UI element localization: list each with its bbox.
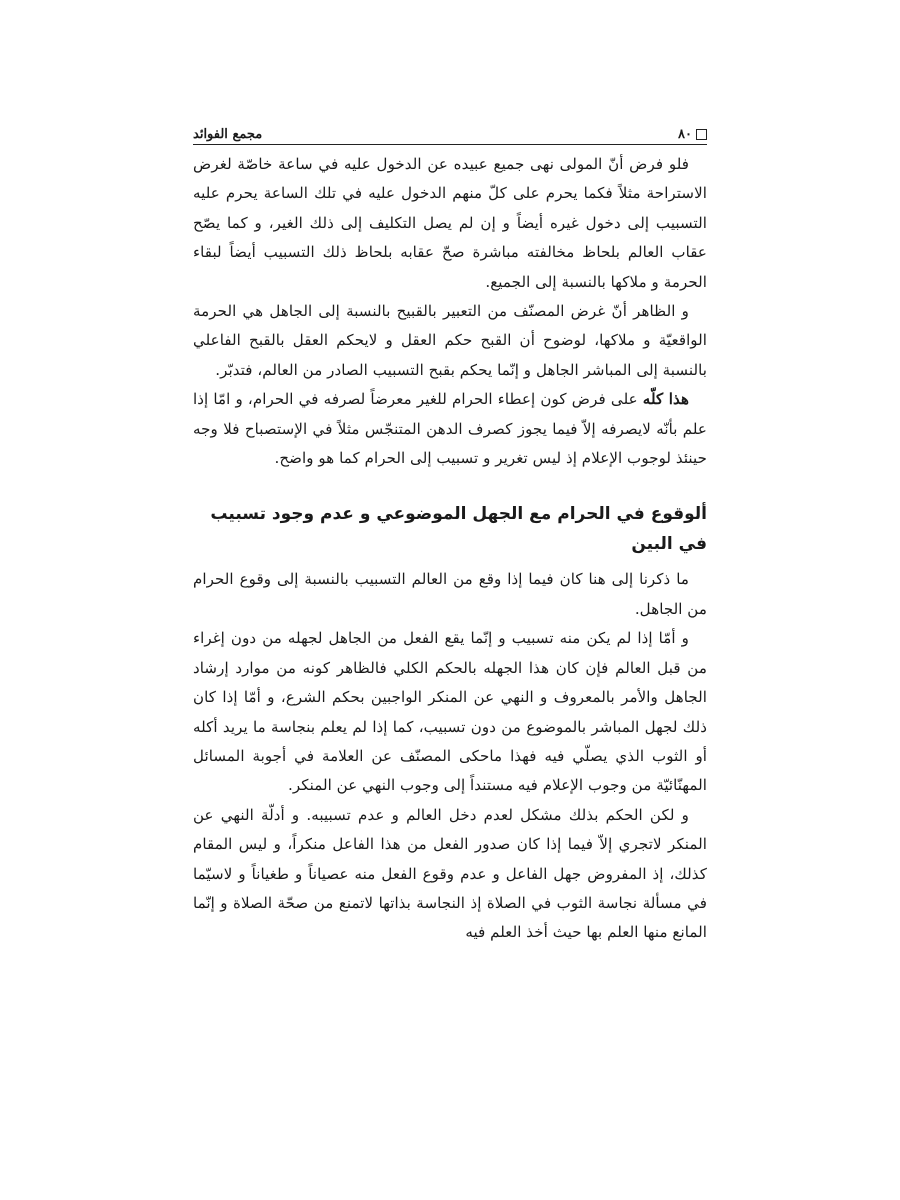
- book-title: مجمع الفوائد: [193, 127, 263, 142]
- square-bullet-icon: [696, 129, 707, 140]
- paragraph-3-lead: هذا كلّه: [642, 390, 689, 409]
- paragraph-5: و أمّا إذا لم يكن منه تسبيب و إنّما يقع الفعل من الجاهل لجهله من دون إغراء من قبل العالم فإن كان هذا الجهله بالحكم الكلي فالظاهر كونه من موارد إرشاد الجاهل والأمر بالمعروف و النهي عن المنكر الواجبين بحكم الشرع، و أمّا إذا كان ذلك لجهل المباشر بالموضوع من دون تسبيب، كما إذا لم يعلم بنجاسة ما يريد أكله أو الثوب الذي يصلّي فيه فهذا ماحكى المصنّف عن العلامة في أجوبة المسائل المهنّائيّة من وجوب الإعلام فيه مستنداً إلى وجوب النهي عن المنكر.: [193, 629, 707, 795]
- paragraph-6: و لكن الحكم بذلك مشكل لعدم دخل العالم و عدم تسبيبه. و أدلّة النهي عن المنكر لاتجري إلاّ فيما إذا كان صدور الفعل من هذا الفاعل منكراً، و ليس المقام كذلك، إذ المفروض جهل الفاعل و عدم وقوع الفعل منه عصياناً و طغياناً و لاسيّما في مسألة نجاسة الثوب في الصلاة إذ النجاسة بذاتها لاتمنع من صحّة الصلاة و إنّما المانع منها العلم بها حيث أخذ العلم فيه: [193, 805, 707, 942]
- page-number: [678, 127, 707, 142]
- paragraph-1: فلو فرض أنّ المولى نهى جميع عبيده عن الدخول عليه في ساعة خاصّة لغرض الاستراحة مثلاً فكما يحرم على كلّ منهم الدخول عليه في تلك الساعة يحرم عليه التسبيب إلى دخول غيره أيضاً و إن لم يصل التكليف إلى ذلك الغير، و كما يصّح عقاب العالم بلحاظ مخالفته مباشرة صحّ عقابه بلحاظ ذلك التسبيب أيضاً لبقاء الحرمة و ملاكها بالنسبة إلى الجميع.: [193, 155, 707, 291]
- section-heading: ألوقوع في الحرام مع الجهل الموضوعي و عدم وجود تسبيب في البين: [210, 504, 707, 555]
- running-header: [193, 108, 707, 142]
- paragraph-4: ما ذكرنا إلى هنا كان فيما إذا وقع من العالم التسبيب بالنسبة إلى وقوع الحرام من الجاهل.: [193, 570, 707, 618]
- page-number-text: ٨٠: [678, 127, 692, 142]
- page-body: [193, 150, 707, 948]
- paragraph-3: [193, 385, 707, 473]
- paragraph-2: و الظاهر أنّ غرض المصنّف من التعبير بالقبيح بالنسبة إلى الجاهل هي الحرمة الواقعيّة و ملاكها، لوضوح أن القبح حكم العقل و لايحكم العقل بالقبح الفاعلي بالنسبة إلى المباشر الجاهل و إنّما يحكم بقبح التسبيب الصادر من العالم، فتدبّر.: [193, 302, 707, 379]
- paragraph-3-text: على فرض كون إعطاء الحرام للغير معرضاً لصرفه في الحرام، و امّا إذا علم بأنّه لايصرفه إلاّ فيما يجوز كصرف الدهن المتنجّس مثلاً في الإستصباح فلا وجه حينئذ لوجوب الإعلام إذ ليس تغرير و تسبيب إلى الحرام كما هو واضح.: [193, 390, 707, 468]
- header-divider: [193, 144, 707, 145]
